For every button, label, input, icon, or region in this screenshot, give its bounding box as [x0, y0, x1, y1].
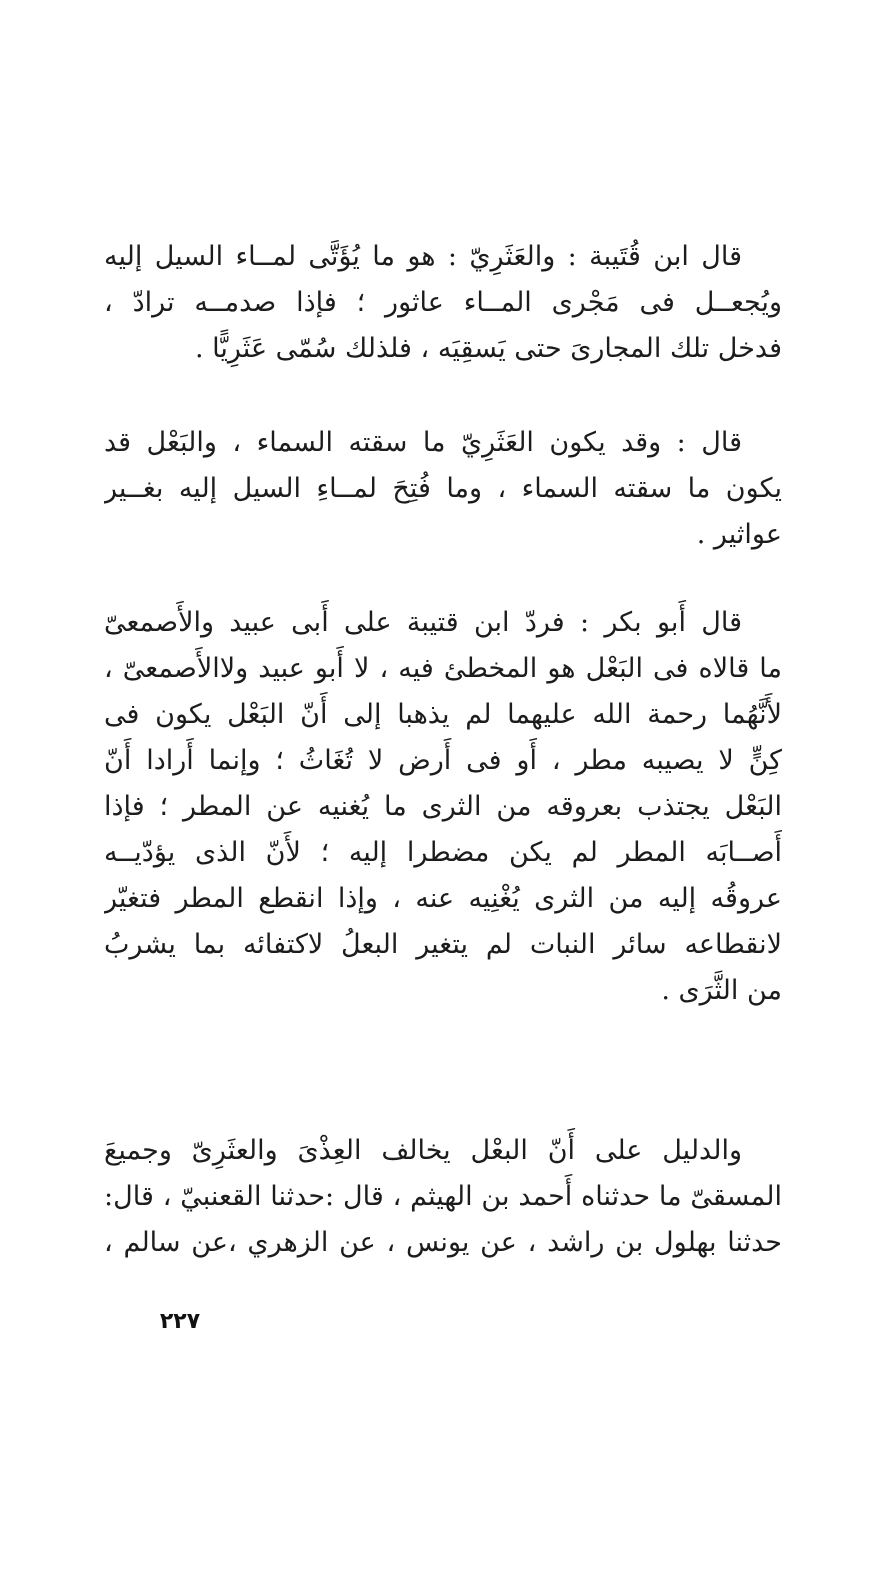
- paragraph-2: [104, 420, 782, 558]
- paragraph-line: قال : وقد يكون العَثَرِيّ ما سقته السماء ، والبَعْل قد: [104, 427, 742, 458]
- paragraph-3: [104, 600, 782, 1014]
- paragraph-line: قال أَبو بكر : فردّ ابن قتيبة على أَبى عبيد والأَصمعىّ: [104, 607, 742, 638]
- paragraph-line: حدثنا بهلول بن راشد ، عن يونس ، عن الزهري ،عن سالم ،: [104, 1227, 782, 1258]
- paragraph-line: كِنٍّ لا يصيبه مطر ، أَو فى أَرض لا تُغَاثُ ؛ وإنما أَرادا أَنّ: [104, 745, 782, 776]
- paragraph-line: البَعْل يجتذب بعروقه من الثرى ما يُغنيه عن المطر ؛ فإذا: [104, 791, 782, 822]
- paragraph-line: قال ابن قُتَيبة : والعَثَرِيّ : هو ما يُؤَتَّى لمــاء السيل إليه: [104, 241, 742, 272]
- paragraph-1: [104, 234, 782, 372]
- paragraph-line: أَصــابَه المطر لم يكن مضطرا إليه ؛ لأَنّ الذى يؤدّيــه: [104, 837, 782, 868]
- paragraph-line: عواثير .: [696, 519, 782, 550]
- paragraph-line: عروقُه إليه من الثرى يُغْنِيه عنه ، وإذا انقطع المطر فتغيّر: [104, 883, 782, 914]
- paragraph-line: من الثَّرَى .: [661, 975, 782, 1006]
- paragraph-line: المسقىّ ما حدثناه أَحمد بن الهيثم ، قال :حدثنا القعنبيّ ، قال:: [104, 1181, 782, 1212]
- paragraph-4: [104, 1128, 782, 1266]
- paragraph-line: والدليل على أَنّ البعْل يخالف العِذْىَ والعثَرِىّ وجميعَ: [104, 1135, 742, 1166]
- paragraph-line: يكون ما سقته السماء ، وما فُتِحَ لمــاءِ السيل إليه بغــير: [104, 473, 782, 504]
- page-number: ٢٢٧: [159, 1309, 201, 1334]
- paragraph-line: ويُجعــل فى مَجْرى المــاء عاثور ؛ فإذا صدمــه ترادّ ،: [104, 287, 782, 318]
- paragraph-line: ما قالاه فى البَعْل هو المخطئ فيه ، لا أَبو عبيد ولاالأَصمعىّ ،: [104, 653, 782, 684]
- paragraph-line: فدخل تلك المجارىَ حتى يَسقِيَه ، فلذلك سُمّى عَثَرِيًّا .: [195, 333, 782, 364]
- paragraph-line: لأَنَّهُما رحمة الله عليهما لم يذهبا إلى أَنّ البَعْل يكون فى: [104, 699, 782, 730]
- paragraph-line: لانقطاعه سائر النبات لم يتغير البعلُ لاكتفائه بما يشربُ: [104, 929, 782, 960]
